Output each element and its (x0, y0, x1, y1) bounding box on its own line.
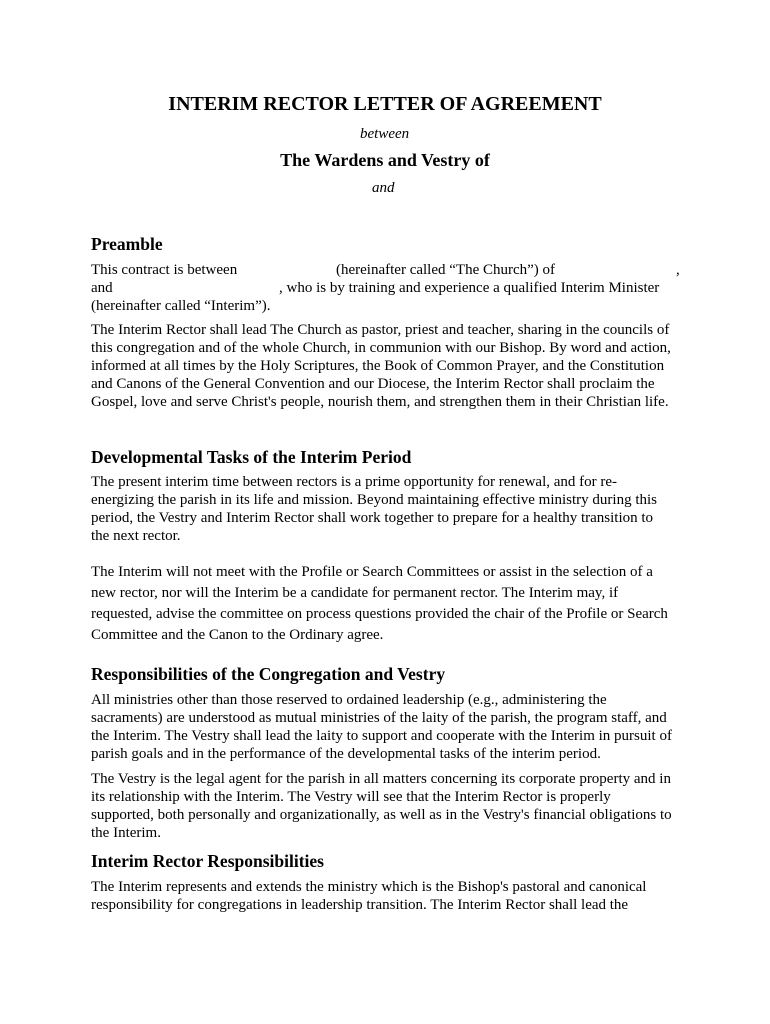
developmental-p1-line: The present interim time between rectors is a prime opportunity for renewal, and for re- (91, 474, 618, 490)
preamble-p2-line: and Canons of the General Convention and our Diocese, the Interim Rector shall proclaim the (91, 376, 655, 392)
congregation-p1-line: sacraments) are understood as mutual ministries of the laity of the parish, the program staff, and (91, 710, 667, 726)
congregation-heading: Responsibilities of the Congregation and Vestry (91, 664, 446, 684)
document-title: INTERIM RECTOR LETTER OF AGREEMENT (168, 93, 602, 115)
developmental-p1-line: period, the Vestry and Interim Rector shall work together to prepare for a healthy transition to (91, 510, 654, 526)
interim-responsibilities-heading: Interim Rector Responsibilities (91, 851, 324, 871)
congregation-p2-line: The Vestry is the legal agent for the parish in all matters concerning its corporate property and in (91, 771, 671, 787)
wardens-heading: The Wardens and Vestry of (280, 150, 490, 170)
developmental-p2-line: Committee and the Canon to the Ordinary agree. (91, 627, 384, 643)
congregation-p1-line: the Interim. The Vestry shall lead the laity to support and cooperate with the Interim in pursuit of (91, 728, 672, 744)
congregation-p2-line: supported, both personally and organizationally, as well as in the Vestry's financial obligations to (91, 807, 672, 823)
interim-p1-line: responsibility for congregations in leadership transition. The Interim Rector shall lead the (91, 897, 629, 913)
preamble-heading: Preamble (91, 234, 163, 254)
congregation-p2-line: the Interim. (91, 825, 161, 841)
developmental-heading: Developmental Tasks of the Interim Period (91, 447, 412, 467)
congregation-p1-line: All ministries other than those reserved to ordained leadership (e.g., administering the (91, 692, 607, 708)
contract-line-1-part-2: (hereinafter called “The Church”) of (336, 262, 556, 278)
developmental-p2-line: new rector, nor will the Interim be a candidate for permanent rector. The Interim may, if (91, 585, 619, 601)
and-label: and (372, 180, 395, 196)
preamble-p2-line: The Interim Rector shall lead The Church as pastor, priest and teacher, sharing in the councils of (91, 322, 670, 338)
contract-line-1-part-1: This contract is between (91, 262, 238, 278)
contract-line-3: (hereinafter called “Interim”). (91, 298, 271, 314)
preamble-p2-line: Gospel, love and serve Christ's people, nourish them, and strengthen them in their Christian life. (91, 394, 669, 410)
developmental-p2-line: requested, advise the committee on process questions provided the chair of the Profile or Search (91, 606, 668, 622)
interim-p1-line: The Interim represents and extends the ministry which is the Bishop's pastoral and canonical (91, 879, 647, 895)
congregation-p2-line: its relationship with the Interim. The Vestry will see that the Interim Rector is properly (91, 789, 611, 805)
preamble-p2-line: informed at all times by the Holy Scriptures, the Book of Common Prayer, and the Constitution (91, 358, 665, 374)
developmental-p1-line: the next rector. (91, 528, 181, 544)
contract-line-2-part-2: , who is by training and experience a qualified Interim Minister (279, 280, 660, 296)
between-label: between (360, 126, 410, 142)
developmental-p1-line: energizing the parish in its life and mission. Beyond maintaining effective ministry during this (91, 492, 658, 508)
preamble-p2-line: this congregation and of the whole Church, in communion with our Bishop. By word and action, (91, 340, 671, 356)
contract-line-2-part-1: and (91, 280, 113, 296)
developmental-p2-line: The Interim will not meet with the Profile or Search Committees or assist in the selection of a (91, 564, 653, 580)
congregation-p1-line: parish goals and in the performance of the developmental tasks of the interim period. (91, 746, 601, 762)
contract-line-1-part-3: , (676, 262, 680, 278)
